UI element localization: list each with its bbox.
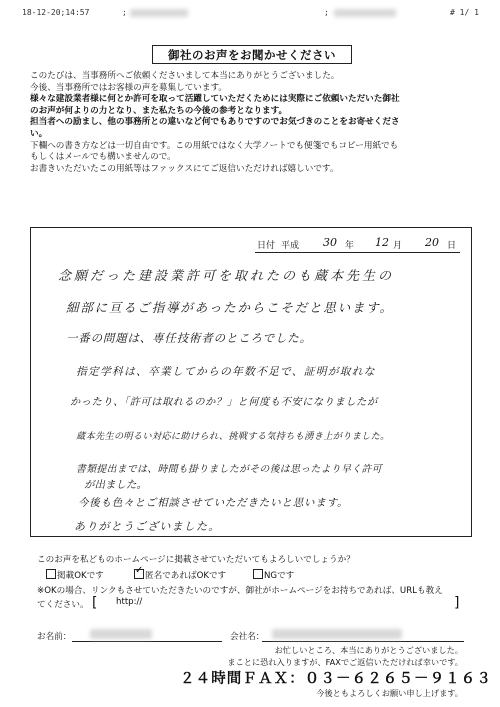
date-label: 日付	[257, 241, 276, 251]
option-label: 掲載OKです	[57, 571, 104, 581]
date-year-unit: 年	[345, 241, 355, 251]
handwritten-line: 指定学科は、卒業してからの年数不足で、証明が取れな	[76, 365, 376, 378]
date-day: 20	[425, 236, 439, 249]
handwritten-line: 書類提出までは、時間も掛りましたがその後は思ったより早く許可	[76, 464, 382, 475]
redacted-company	[272, 629, 402, 639]
date-month-unit: 月	[393, 241, 403, 251]
handwritten-line: 蔵本先生の明るい対応に助けられ、挑戦する気持ちも湧き上がりました。	[76, 431, 390, 442]
fax-page-counter: # 1/ 1	[450, 8, 479, 17]
bracket-open: [	[92, 595, 98, 611]
url-prefix: http://	[116, 597, 143, 607]
handwritten-line: 一番の問題は、専任技術者のところでした。	[66, 331, 312, 345]
intro-line: 様々な建設業者様に何とか許可を取って活躍していただくためには実際にご依頼いただいた御社	[30, 94, 400, 105]
checkbox-checked[interactable]	[134, 569, 144, 579]
intro-line: 下欄への書き方などは一切自由です。この用紙ではなく大学ノートでも便箋でもコピー用紙でも	[30, 140, 399, 151]
name-label: お名前：	[37, 632, 72, 642]
option-label: NGです	[264, 571, 295, 581]
link-note: てください。	[37, 600, 89, 610]
redacted-name	[90, 629, 152, 639]
consent-option-publish[interactable]	[46, 569, 104, 581]
option-label: 匿名であればOKです	[145, 571, 227, 581]
footer-request: まことに恐れ入りますが、FAXでご返信いただければ幸いです。	[227, 657, 463, 667]
footer-thanks: お忙しいところ、本当にありがとうございました。	[274, 645, 463, 655]
consent-option-anonymous[interactable]	[134, 569, 226, 581]
form-title: 御社のお声をお聞かせください	[152, 45, 352, 64]
intro-line: 今後、当事務所ではお客様の声を募集しています。	[30, 82, 227, 93]
handwritten-line: 細部に亘るご指導があったからこそだと思います。	[66, 300, 394, 315]
checkbox[interactable]	[253, 569, 263, 579]
company-label: 会社名：	[230, 632, 265, 642]
company-underline	[262, 641, 464, 642]
link-note: ※OKの場合、リンクもさせていただきたいのですが、御社がホームページをお持ちであれば、URLも教え	[37, 586, 443, 596]
consent-option-ng[interactable]	[253, 569, 294, 581]
handwritten-line: 念願だった建設業許可を取れたのも蔵本先生の	[58, 269, 395, 284]
intro-line: のお声が何よりの力となり、また私たちの今後の参考となります。	[30, 105, 288, 116]
handwritten-line: 今後も色々とご相談させていただきたいと思います。	[78, 497, 349, 509]
fax-separator: ;	[324, 8, 329, 17]
fax-separator: ;	[122, 8, 127, 17]
intro-line: い。	[30, 128, 48, 139]
handwritten-line: が出ました。	[84, 479, 147, 491]
fax-number: ２４時間ＦＡＸ：０３－６２６５－９１６３	[180, 671, 492, 687]
url-field[interactable]	[92, 597, 464, 609]
name-underline	[72, 641, 222, 642]
handwritten-line: かったり、「許可は取れるのか？」と何度も不安になりましたが	[70, 397, 378, 408]
date-month: 12	[375, 236, 389, 249]
intro-line: お書きいただいたこの用紙等はファックスにてご返信いただければ嬉しいです。	[30, 163, 339, 174]
intro-line: もしくはメールでも構いませんので。	[30, 152, 176, 163]
date-year: 30	[323, 236, 337, 249]
intro-line: 担当者への励まし、他の事務所との違いなど何でもありですのでお気づきのことをお寄せくださ	[30, 117, 400, 128]
bracket-close: ]	[454, 595, 460, 611]
handwritten-line: ありがとうございました。	[74, 520, 221, 533]
intro-line: このたびは、当事務所へご依頼くださいまして本当にありがとうございました。	[30, 71, 340, 81]
checkbox[interactable]	[46, 569, 56, 579]
fax-timestamp: 18-12-20;14:57	[22, 8, 90, 17]
date-day-unit: 日	[447, 241, 457, 251]
footer-closing: 今後ともよろしくお願い申し上げます。	[316, 688, 463, 698]
consent-question: このお声を私どものホームページに掲載させていただいてもよろしいでしょうか？	[37, 555, 355, 565]
date-era: 平成	[281, 241, 300, 251]
